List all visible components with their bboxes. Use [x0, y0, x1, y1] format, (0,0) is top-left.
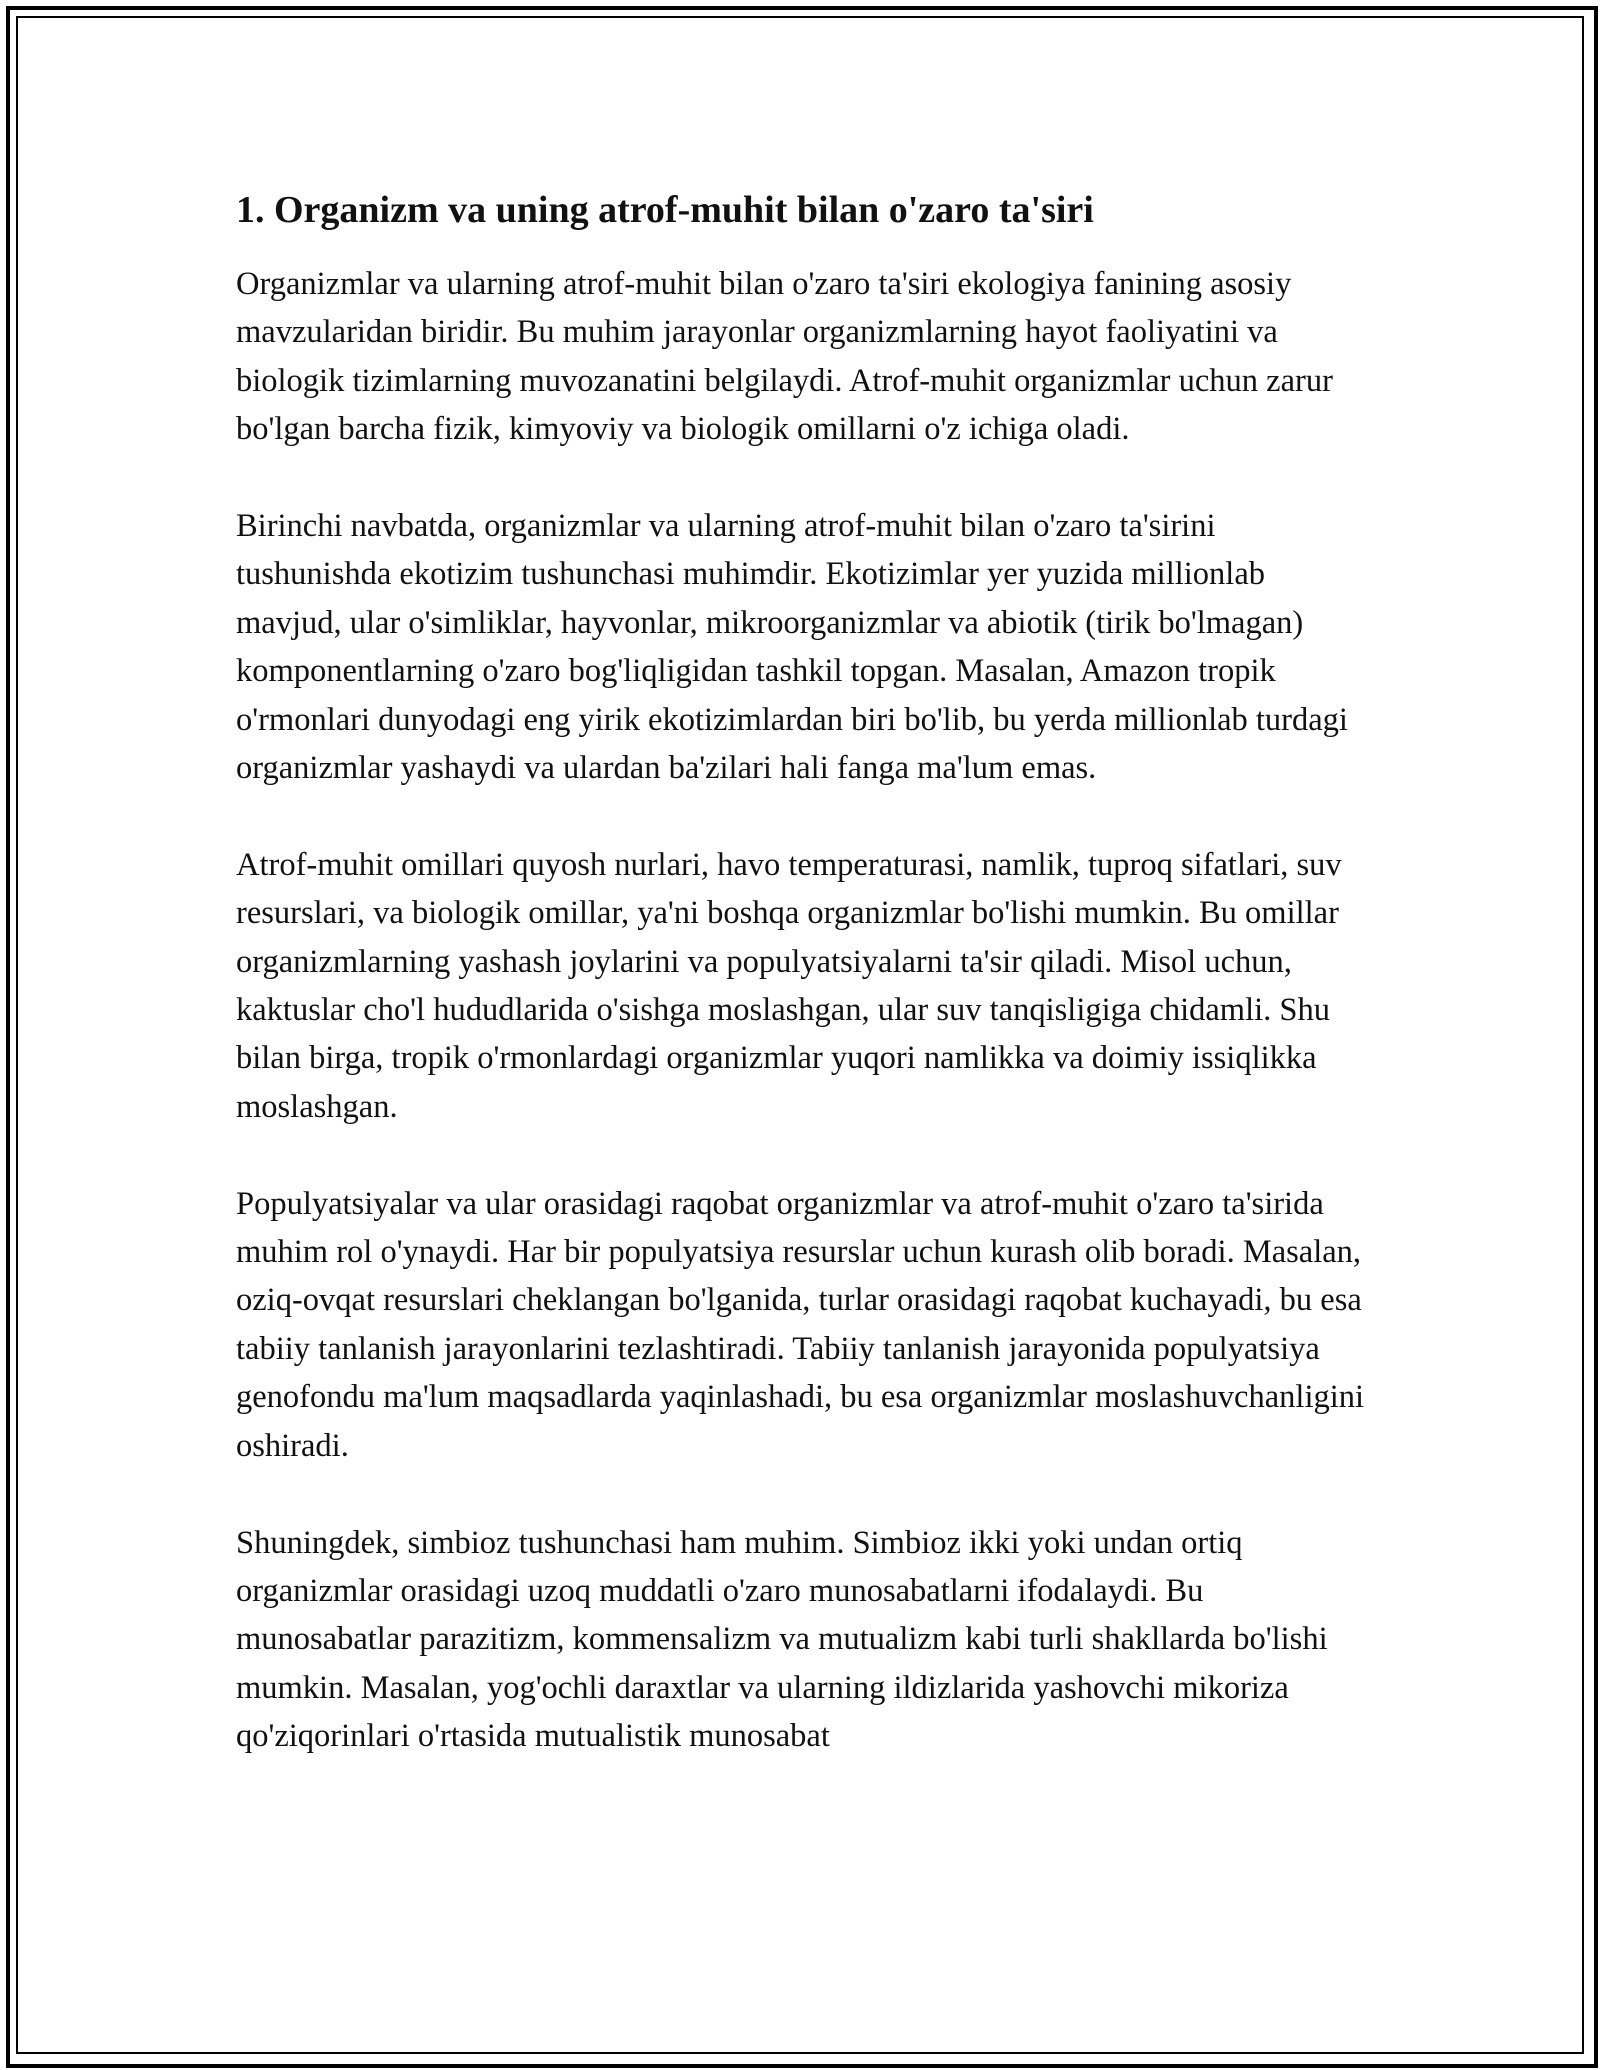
paragraph-3: Atrof-muhit omillari quyosh nurlari, havo temperaturasi, namlik, tuproq sifatlari, suv resurslari, va biologik omillar, ya'ni boshqa organizmlar bo'lishi mumkin. Bu omillar organizmlarning yashash joylarini va populyatsiyalarni ta'sir qiladi. Misol uchun, kaktuslar cho'l hududlarida o'sishga moslashgan, ular suv tanqisligiga chidamli. Shu bilan birga, tropik o'rmonlardagi organizmlar yuqori namlikka va doimiy issiqlikka moslashgan. — [236, 846, 1342, 1125]
paragraph-2: Birinchi navbatda, organizmlar va ularning atrof-muhit bilan o'zaro ta'sirini tushunishda ekotizim tushunchasi muhimdir. Ekotizimlar yer yuzida millionlab mavjud, ular o'simliklar, hayvonlar, mikroorganizmlar va abiotik (tirik bo'lmagan) komponentlarning o'zaro bog'liqligidan tashkil topgan. Masalan, Amazon tropik o'rmonlari dunyodagi eng yirik ekotizimlardan biri bo'lib, bu yerda millionlab turdagi organizmlar yashaydi va ulardan ba'zilari hali fanga ma'lum emas. — [236, 508, 1348, 787]
document-body — [236, 186, 1376, 1809]
section-heading: 1. Organizm va uning atrof-muhit bilan o'zaro ta'siri — [236, 189, 1094, 231]
paragraph-4: Populyatsiyalar va ular orasidagi raqobat organizmlar va atrof-muhit o'zaro ta'sirida muhim rol o'ynaydi. Har bir populyatsiya resurslar uchun kurash olib boradi. Masalan, oziq-ovqat resurslari cheklangan bo'lganida, turlar orasidagi raqobat kuchayadi, bu esa tabiiy tanlanish jarayonlarini tezlashtiradi. Tabiiy tanlanish jarayonida populyatsiya genofondu ma'lum maqsadlarda yaqinlashadi, bu esa organizmlar moslashuvchanligini oshiradi. — [236, 1185, 1365, 1464]
paragraph-1: Organizmlar va ularning atrof-muhit bilan o'zaro ta'siri ekologiya fanining asosiy mavzularidan biridir. Bu muhim jarayonlar organizmlarning hayot faoliyatini va biologik tizimlarning muvozanatini belgilaydi. Atrof-muhit organizmlar uchun zarur bo'lgan barcha fizik, kimyoviy va biologik omillarni o'z ichiga oladi. — [236, 266, 1333, 448]
paragraph-5: Shuningdek, simbioz tushunchasi ham muhim. Simbioz ikki yoki undan ortiq organizmlar orasidagi uzoq muddatli o'zaro munosabatlarni ifodalaydi. Bu munosabatlar parazitizm, kommensalizm va mutualizm kabi turli shakllarda bo'lishi mumkin. Masalan, yog'ochli daraxtlar va ularning ildizlarida yashovchi mikoriza qo'ziqorinlari o'rtasida mutualistik munosabat — [236, 1524, 1328, 1755]
